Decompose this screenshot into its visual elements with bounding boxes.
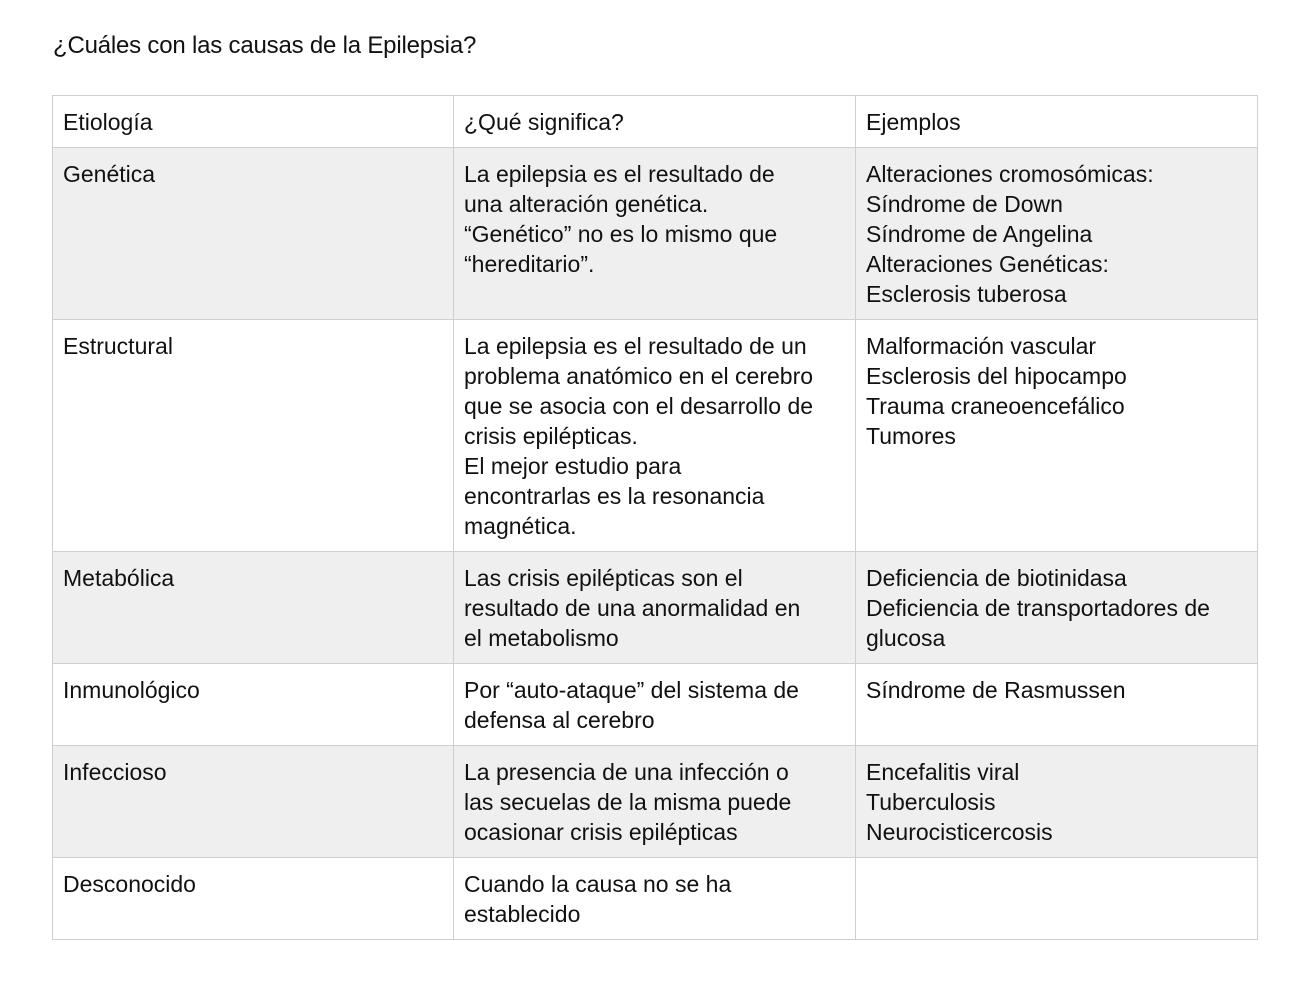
ejemplo-line: Síndrome de Down <box>866 191 1063 217</box>
ejemplo-line: Alteraciones cromosómicas: <box>866 161 1154 187</box>
significado-line: el metabolismo <box>464 625 619 651</box>
table-row <box>53 148 1258 320</box>
ejemplo-line: Trauma craneoencefálico <box>866 393 1125 419</box>
significado-line: Las crisis epilépticas son el <box>464 565 743 591</box>
significado-line: una alteración genética. <box>464 191 709 217</box>
significado-line: encontrarlas es la resonancia <box>464 483 765 509</box>
significado-line: establecido <box>464 901 581 927</box>
significado-line: Por “auto-ataque” del sistema de <box>464 677 799 703</box>
significado-line: “Genético” no es lo mismo que <box>464 221 778 247</box>
significado-line: problema anatómico en el cerebro <box>464 363 814 389</box>
significado-line: crisis epilépticas. <box>464 423 638 449</box>
cell-etiologia: Metabólica <box>53 552 454 664</box>
ejemplo-line: Neurocisticercosis <box>866 819 1053 845</box>
ejemplo-line: Alteraciones Genéticas: <box>866 251 1109 277</box>
cell-ejemplos <box>856 664 1258 746</box>
cell-significado <box>454 552 856 664</box>
ejemplo-line: Encefalitis viral <box>866 759 1020 785</box>
significado-line: que se asocia con el desarrollo de <box>464 393 814 419</box>
cell-etiologia: Desconocido <box>53 858 454 940</box>
table-row <box>53 858 1258 940</box>
significado-line: La epilepsia es el resultado de un <box>464 333 807 359</box>
cell-etiologia: Genética <box>53 148 454 320</box>
page-title: ¿Cuáles con las causas de la Epilepsia? <box>53 32 477 59</box>
cell-ejemplos <box>856 148 1258 320</box>
ejemplo-line: Esclerosis tuberosa <box>866 281 1067 307</box>
significado-line: La presencia de una infección o <box>464 759 789 785</box>
significado-line: ocasionar crisis epilépticas <box>464 819 738 845</box>
cell-ejemplos <box>856 858 1258 940</box>
ejemplo-line: Deficiencia de biotinidasa <box>866 565 1127 591</box>
significado-line: defensa al cerebro <box>464 707 655 733</box>
header-etiologia: Etiología <box>53 96 454 148</box>
cell-ejemplos <box>856 552 1258 664</box>
ejemplo-line: Síndrome de Angelina <box>866 221 1093 247</box>
cell-ejemplos <box>856 746 1258 858</box>
significado-line: las secuelas de la misma puede <box>464 789 792 815</box>
header-ejemplos: Ejemplos <box>856 96 1258 148</box>
cell-significado <box>454 148 856 320</box>
ejemplo-line: Tuberculosis <box>866 789 996 815</box>
table-row <box>53 320 1258 552</box>
cell-significado <box>454 858 856 940</box>
cell-etiologia: Estructural <box>53 320 454 552</box>
cell-significado <box>454 664 856 746</box>
significado-line: resultado de una anormalidad en <box>464 595 801 621</box>
ejemplo-line: Malformación vascular <box>866 333 1097 359</box>
cell-significado <box>454 320 856 552</box>
table-row <box>53 664 1258 746</box>
causes-table <box>52 95 1258 940</box>
table-header-row <box>53 96 1258 148</box>
ejemplo-line: glucosa <box>866 625 946 651</box>
ejemplo-line: Deficiencia de transportadores de <box>866 595 1210 621</box>
significado-line: “hereditario”. <box>464 251 595 277</box>
table-row <box>53 746 1258 858</box>
ejemplo-line: Esclerosis del hipocampo <box>866 363 1127 389</box>
cell-significado <box>454 746 856 858</box>
significado-line: Cuando la causa no se ha <box>464 871 732 897</box>
header-significado: ¿Qué significa? <box>454 96 856 148</box>
significado-line: La epilepsia es el resultado de <box>464 161 775 187</box>
cell-ejemplos <box>856 320 1258 552</box>
ejemplo-line: Síndrome de Rasmussen <box>866 677 1126 703</box>
significado-line: El mejor estudio para <box>464 453 682 479</box>
table-row <box>53 552 1258 664</box>
ejemplo-line: Tumores <box>866 423 956 449</box>
cell-etiologia: Infeccioso <box>53 746 454 858</box>
cell-etiologia: Inmunológico <box>53 664 454 746</box>
significado-line: magnética. <box>464 513 577 539</box>
